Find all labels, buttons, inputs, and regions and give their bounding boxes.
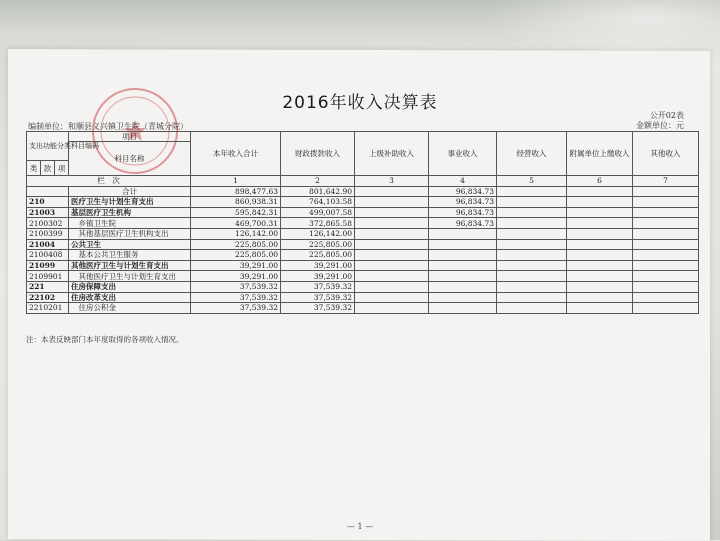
total-income: 898,477.63 (191, 186, 281, 197)
other-income (633, 186, 699, 197)
superior-subsidy (355, 228, 429, 239)
other-income (633, 239, 699, 250)
business-income (429, 281, 497, 292)
subject-name: 基层医疗卫生机构 (69, 207, 191, 218)
other-income (633, 218, 699, 229)
subject-code: 2100302 (27, 218, 69, 229)
fiscal-income: 764,103.58 (281, 197, 355, 208)
subject-name: 乡镇卫生院 (69, 218, 191, 229)
subject-name-header: 科目名称 (69, 142, 191, 176)
subject-name: 住房公积金 (69, 303, 191, 314)
col-header-other: 其他收入 (633, 132, 699, 176)
table-row (27, 260, 699, 271)
compiling-unit: 编制单位：和顺县义兴镇卫生院（青城分院） (28, 122, 188, 131)
subject-name: 基本公共卫生服务 (69, 250, 191, 261)
superior-subsidy (355, 239, 429, 250)
business-income (429, 250, 497, 261)
business-income (429, 260, 497, 271)
table-row (27, 207, 699, 218)
fiscal-income: 499,007.58 (281, 207, 355, 218)
total-income: 126,142.00 (191, 228, 281, 239)
subject-code: 2210201 (27, 303, 69, 314)
affiliated-income (567, 239, 633, 250)
total-income: 37,539.32 (191, 292, 281, 303)
subject-name: 其他医疗卫生与计划生育支出 (69, 271, 191, 282)
other-income (633, 271, 699, 282)
total-income: 39,291.00 (191, 271, 281, 282)
col-num: 6 (567, 176, 633, 187)
col-num: 7 (633, 176, 699, 187)
col-num: 1 (191, 176, 281, 187)
superior-subsidy (355, 186, 429, 197)
superior-subsidy (355, 271, 429, 282)
affiliated-income (567, 271, 633, 282)
affiliated-income (567, 260, 633, 271)
operating-income (497, 250, 567, 261)
fiscal-income: 225,805.00 (281, 250, 355, 261)
affiliated-income (567, 228, 633, 239)
table-row (27, 197, 699, 208)
table-row (27, 250, 699, 261)
lei-header: 类 (27, 161, 41, 176)
col-header-affiliated: 附属单位上缴收入 (567, 132, 633, 176)
subject-code: 2100399 (27, 228, 69, 239)
other-income (633, 303, 699, 314)
subject-name: 合计 (69, 186, 191, 197)
xiang-header: 项 (55, 161, 69, 176)
business-income: 96,834.73 (429, 197, 497, 208)
table-row (27, 228, 699, 239)
fiscal-income: 126,142.00 (281, 228, 355, 239)
business-income: 96,834.73 (429, 218, 497, 229)
operating-income (497, 239, 567, 250)
fiscal-income: 39,291.00 (281, 271, 355, 282)
subject-code (27, 186, 69, 197)
superior-subsidy (355, 250, 429, 261)
revenue-table (26, 131, 699, 314)
footnote: 注：本表反映部门本年度取得的各项收入情况。 (26, 335, 184, 344)
subject-name: 公共卫生 (69, 239, 191, 250)
col-header-fiscal: 财政拨款收入 (281, 132, 355, 176)
col-num: 2 (281, 176, 355, 187)
superior-subsidy (355, 197, 429, 208)
kuan-header: 款 (41, 161, 55, 176)
total-income: 37,539.32 (191, 281, 281, 292)
fiscal-income: 39,291.00 (281, 260, 355, 271)
subject-code: 21003 (27, 207, 69, 218)
other-income (633, 250, 699, 261)
affiliated-income (567, 292, 633, 303)
operating-income (497, 303, 567, 314)
item-header: 项目 (69, 132, 191, 142)
operating-income (497, 186, 567, 197)
business-income (429, 303, 497, 314)
affiliated-income (567, 250, 633, 261)
affiliated-income (567, 303, 633, 314)
operating-income (497, 292, 567, 303)
fiscal-income: 37,539.32 (281, 281, 355, 292)
subject-name: 其他基层医疗卫生机构支出 (69, 228, 191, 239)
operating-income (497, 281, 567, 292)
table-row (27, 186, 699, 197)
operating-income (497, 207, 567, 218)
subject-code: 21099 (27, 260, 69, 271)
fiscal-income: 37,539.32 (281, 303, 355, 314)
other-income (633, 260, 699, 271)
func-code-header: 支出功能分类科目编码 (27, 132, 69, 161)
total-income: 225,805.00 (191, 239, 281, 250)
table-row (27, 281, 699, 292)
subject-code: 221 (27, 281, 69, 292)
amount-unit: 金额单位：元 (636, 121, 684, 130)
subject-code: 21004 (27, 239, 69, 250)
table-row (27, 292, 699, 303)
other-income (633, 281, 699, 292)
superior-subsidy (355, 207, 429, 218)
col-num: 3 (355, 176, 429, 187)
col-header-operating: 经营收入 (497, 132, 567, 176)
operating-income (497, 218, 567, 229)
affiliated-income (567, 186, 633, 197)
operating-income (497, 197, 567, 208)
table-row (27, 271, 699, 282)
total-income: 860,938.31 (191, 197, 281, 208)
affiliated-income (567, 197, 633, 208)
lanci-label: 栏 次 (27, 176, 191, 187)
table-body (27, 186, 699, 313)
superior-subsidy (355, 281, 429, 292)
other-income (633, 197, 699, 208)
page-number: — 1 — (346, 522, 374, 531)
affiliated-income (567, 281, 633, 292)
header-row-1 (27, 132, 699, 142)
subject-code: 2109901 (27, 271, 69, 282)
affiliated-income (567, 218, 633, 229)
other-income (633, 292, 699, 303)
col-num: 4 (429, 176, 497, 187)
subject-code: 210 (27, 197, 69, 208)
affiliated-income (567, 207, 633, 218)
fiscal-income: 37,539.32 (281, 292, 355, 303)
total-income: 39,291.00 (191, 260, 281, 271)
superior-subsidy (355, 303, 429, 314)
business-income (429, 228, 497, 239)
total-income: 37,539.32 (191, 303, 281, 314)
subject-code: 22102 (27, 292, 69, 303)
operating-income (497, 228, 567, 239)
subject-name: 住房改革支出 (69, 292, 191, 303)
superior-subsidy (355, 218, 429, 229)
table-row (27, 239, 699, 250)
subject-name: 其他医疗卫生与计划生育支出 (69, 260, 191, 271)
col-header-superior: 上级补助收入 (355, 132, 429, 176)
superior-subsidy (355, 260, 429, 271)
fiscal-income: 372,865.58 (281, 218, 355, 229)
table-row (27, 303, 699, 314)
business-income: 96,834.73 (429, 207, 497, 218)
total-income: 595,842.31 (191, 207, 281, 218)
other-income (633, 228, 699, 239)
business-income (429, 239, 497, 250)
col-num: 5 (497, 176, 567, 187)
operating-income (497, 271, 567, 282)
page-title: 2016年收入决算表 (282, 93, 438, 113)
fiscal-income: 225,805.00 (281, 239, 355, 250)
col-header-business: 事业收入 (429, 132, 497, 176)
subject-name: 医疗卫生与计划生育支出 (69, 197, 191, 208)
subject-code: 2100408 (27, 250, 69, 261)
other-income (633, 207, 699, 218)
business-income (429, 271, 497, 282)
subject-name: 住房保障支出 (69, 281, 191, 292)
form-number: 公开02表 (649, 111, 684, 120)
column-number-row (27, 176, 699, 187)
table-row (27, 218, 699, 229)
total-income: 225,805.00 (191, 250, 281, 261)
fiscal-income: 801,642.90 (281, 186, 355, 197)
business-income (429, 292, 497, 303)
operating-income (497, 260, 567, 271)
business-income: 96,834.73 (429, 186, 497, 197)
total-income: 469,700.31 (191, 218, 281, 229)
col-header-total: 本年收入合计 (191, 132, 281, 176)
superior-subsidy (355, 292, 429, 303)
